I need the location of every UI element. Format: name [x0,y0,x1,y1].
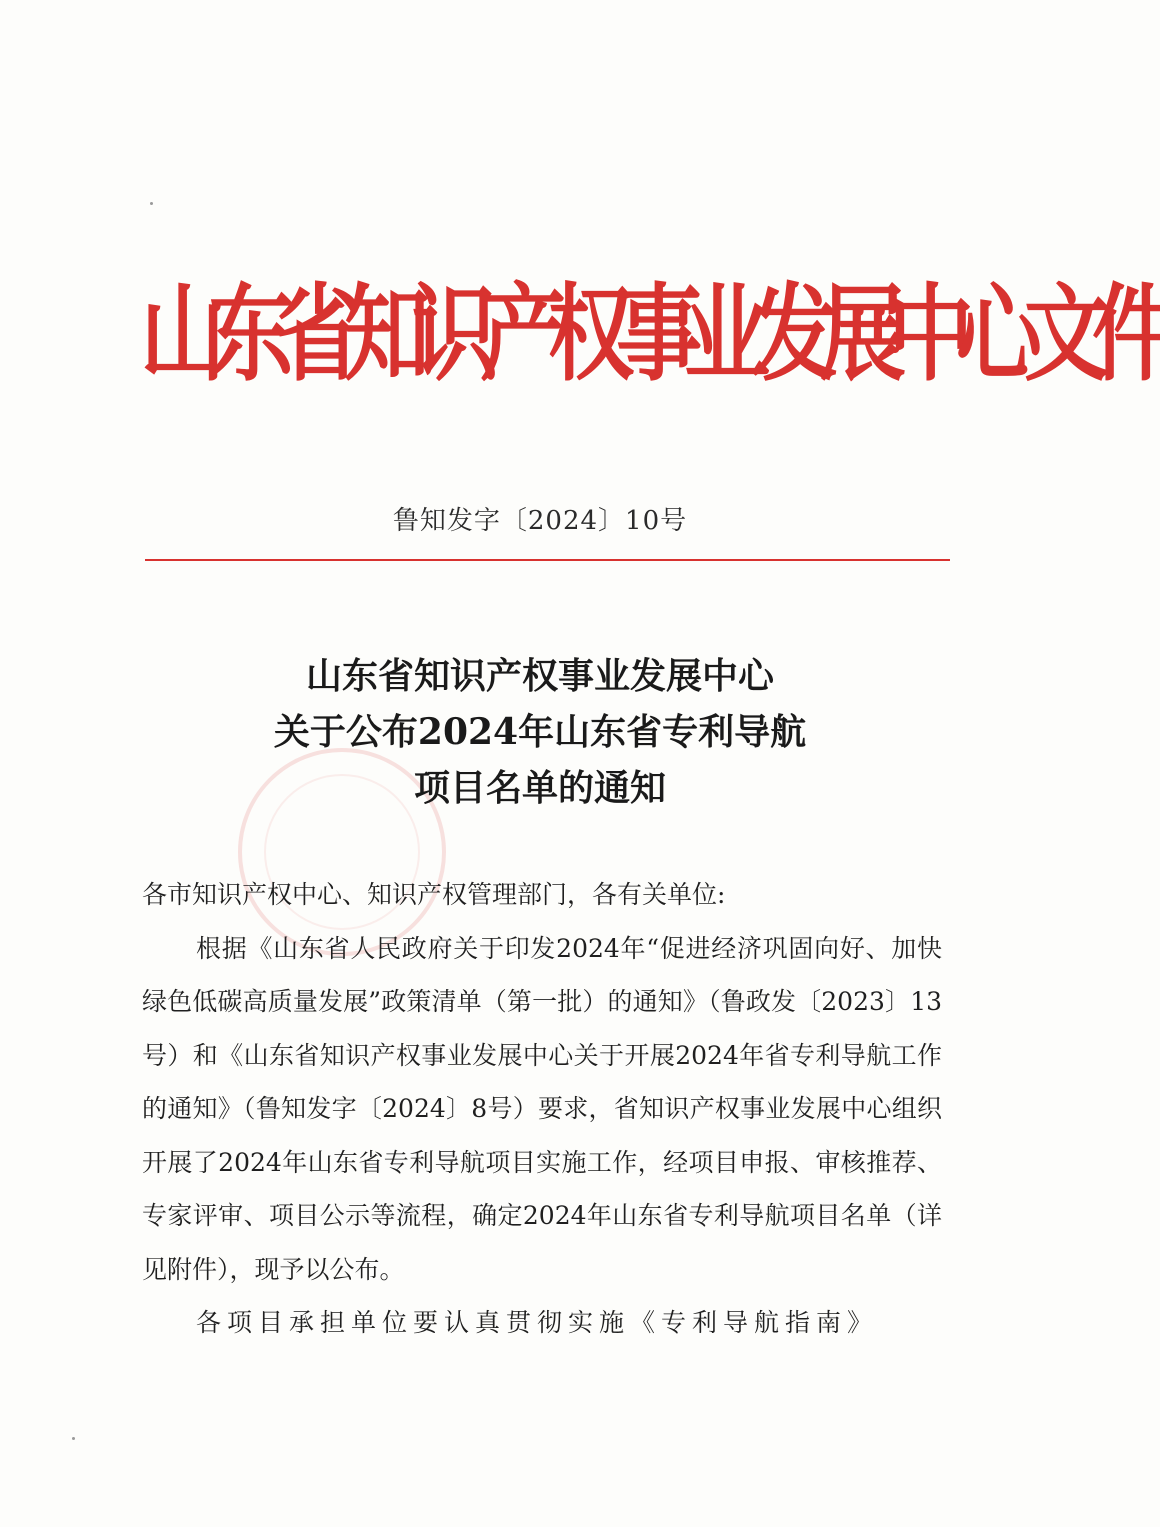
body-paragraph-2: 各项目承担单位要认真贯彻实施《专利导航指南》 [196,1308,879,1337]
notice-title [0,648,1080,816]
scan-speck [150,202,153,205]
scan-speck [72,1437,75,1440]
red-separator-line [145,559,950,561]
salutation: 各市知识产权中心、知识产权管理部门，各有关单位: [142,880,726,909]
notice-title-line-3: 项目名单的通知 [413,767,666,809]
letterhead-title: 山东省知识产权事业发展中心文件 [140,272,1160,397]
notice-title-line-1: 山东省知识产权事业发展中心 [305,655,774,697]
notice-title-line-2: 关于公布2024年山东省专利导航 [273,711,807,753]
body-paragraph-1: 根据《山东省人民政府关于印发2024年“促进经济巩固向好、加快绿色低碳高质量发展”政策清单（第一批）的通知》（鲁政发〔2023〕13号）和《山东省知识产权事业发展中心关于开展2024年省专利导航工作的通知》（鲁知发字〔2024〕8号）要求，省知识产权事业发展中心组织开展了2024年山东省专利导航项目实施工作，经项目申报、审核推荐、专家评审、项目公示等流程，确定2024年山东省专利导航项目名单（详见附件），现予以公布。 [142,933,942,1284]
document-number: 鲁知发字〔2024〕10号 [392,506,688,536]
notice-body [142,868,942,1350]
